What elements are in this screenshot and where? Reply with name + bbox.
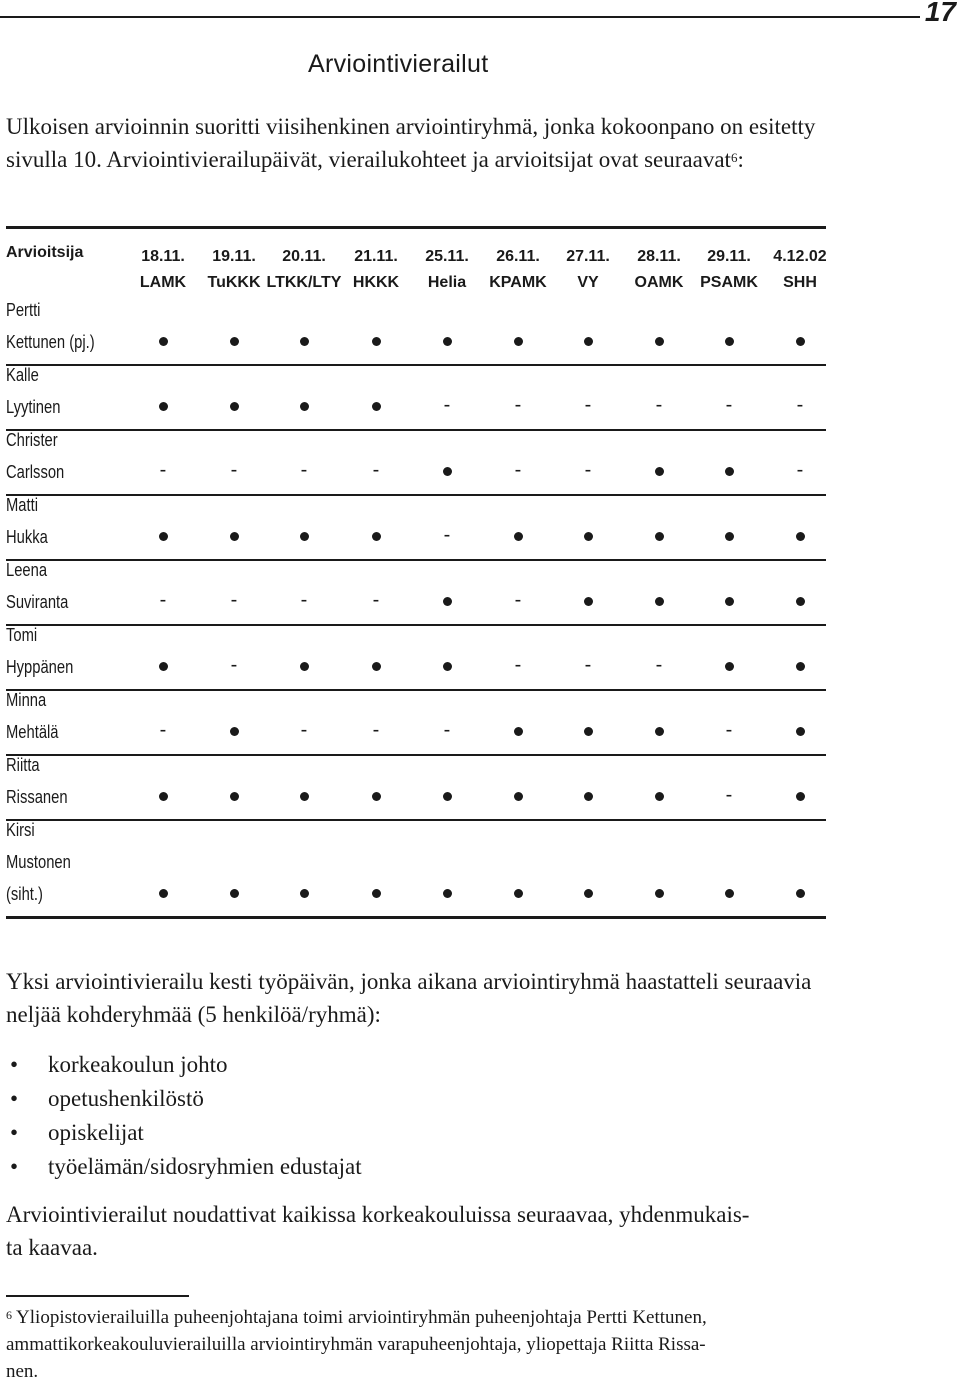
attended-dot-icon (366, 655, 386, 675)
not-attended-dash: - (655, 654, 663, 676)
not-attended-dash: - (514, 459, 522, 481)
not-attended-dash: - (584, 654, 592, 676)
list-item-text: korkeakoulun johto (48, 1052, 228, 1077)
attended-dot-icon (153, 395, 173, 415)
evaluator-name-line: Mehtälä (6, 722, 59, 742)
attended-dot-icon (294, 395, 314, 415)
attended-dot-icon (790, 525, 810, 545)
attended-dot-icon (508, 720, 528, 740)
attended-dot-icon (366, 330, 386, 350)
evaluator-name-line: Minna (6, 690, 47, 710)
attended-dot-icon (224, 330, 244, 350)
table-row (6, 626, 826, 691)
not-attended-dash: - (230, 654, 238, 676)
column-site: PSAMK (700, 274, 758, 291)
attended-dot-icon (153, 655, 173, 675)
attended-dot-icon (366, 395, 386, 415)
column-date: 25.11. (425, 248, 469, 265)
attended-dot-icon (294, 882, 314, 902)
table-row (6, 496, 826, 561)
footnote-line: ammattikorkeakouluvierailuilla arviointiryhmän varapuheenjohtaja, yliopettaja Riitta Rissa- (6, 1334, 706, 1355)
column-header (760, 244, 840, 296)
attended-dot-icon (719, 655, 739, 675)
bullet-icon: • (10, 1154, 19, 1179)
column-site: OAMK (634, 274, 684, 291)
table-row (6, 756, 826, 821)
not-attended-dash: - (159, 589, 167, 611)
attended-dot-icon (578, 720, 598, 740)
attended-dot-icon (508, 330, 528, 350)
intro-text: Ulkoisen arvioinnin suoritti viisihenkinen arviointiryhmä, jonka kokoonpano on esitetty sivulla 10. Arviointivierailupäivät, vierailukohteet ja arvioitsijat ovat seuraavat (6, 114, 816, 172)
not-attended-dash: - (584, 459, 592, 481)
list-item-text: opetushenkilöstö (48, 1086, 204, 1111)
table-body (6, 301, 826, 919)
evaluator-name (6, 814, 71, 910)
target-group-list (6, 1048, 362, 1184)
attended-dot-icon (578, 525, 598, 545)
table-row (6, 691, 826, 756)
column-header (548, 244, 628, 296)
column-header (407, 244, 487, 296)
column-site: TuKKK (207, 274, 261, 291)
not-attended-dash: - (796, 459, 804, 481)
attended-dot-icon (437, 330, 457, 350)
attended-dot-icon (649, 460, 669, 480)
attended-dot-icon (578, 785, 598, 805)
attended-dot-icon (719, 525, 739, 545)
list-item (6, 1150, 362, 1184)
attended-dot-icon (294, 330, 314, 350)
page-number: 17 (924, 0, 956, 27)
footnote-reference[interactable]: 6 (730, 150, 738, 165)
attended-dot-icon (649, 720, 669, 740)
intro-paragraph (6, 110, 836, 176)
evaluator-name (6, 554, 68, 618)
footnote-rule (6, 1295, 189, 1297)
column-site: VY (577, 274, 599, 291)
evaluation-schedule-table (6, 226, 826, 919)
attended-dot-icon (366, 785, 386, 805)
attended-dot-icon (578, 882, 598, 902)
not-attended-dash: - (230, 459, 238, 481)
evaluator-name-line: (siht.) (6, 884, 43, 904)
column-site: SHH (783, 274, 817, 291)
list-item (6, 1048, 362, 1082)
attended-dot-icon (649, 785, 669, 805)
attended-dot-icon (578, 590, 598, 610)
column-date: 19.11. (212, 248, 256, 265)
attended-dot-icon (719, 882, 739, 902)
column-header (689, 244, 769, 296)
evaluator-name (6, 619, 73, 683)
attended-dot-icon (437, 785, 457, 805)
not-attended-dash: - (300, 459, 308, 481)
not-attended-dash: - (372, 589, 380, 611)
attended-dot-icon (719, 460, 739, 480)
intro-text-end: : (737, 147, 744, 172)
not-attended-dash: - (655, 394, 663, 416)
attended-dot-icon (719, 590, 739, 610)
attended-dot-icon (790, 590, 810, 610)
not-attended-dash: - (443, 394, 451, 416)
evaluator-name-line: Lyytinen (6, 397, 61, 417)
evaluator-name-line: Kirsi (6, 820, 35, 840)
list-item-text: opiskelijat (48, 1120, 144, 1145)
table-header (6, 229, 826, 301)
attended-dot-icon (294, 525, 314, 545)
paragraph-interview-groups: Yksi arviointivierailu kesti työpäivän, jonka aikana arviointiryhmä haastatteli seuraavia neljää kohderyhmää (5 henkilöä/ryhmä): (6, 969, 812, 1027)
table-row (6, 301, 826, 366)
evaluator-name-line: Riitta (6, 755, 40, 775)
attended-dot-icon (790, 720, 810, 740)
not-attended-dash: - (514, 589, 522, 611)
bullet-icon: • (10, 1086, 19, 1111)
evaluator-name-line: Kalle (6, 365, 39, 385)
attended-dot-icon (649, 330, 669, 350)
column-site: LTKK/LTY (266, 274, 342, 291)
attended-dot-icon (224, 525, 244, 545)
column-header (264, 244, 344, 296)
evaluator-name (6, 424, 64, 488)
column-date: 27.11. (566, 248, 610, 265)
column-site: HKKK (352, 274, 400, 291)
column-date: 4.12.02 (773, 248, 827, 265)
attended-dot-icon (224, 720, 244, 740)
column-date: 18.11. (141, 248, 185, 265)
evaluator-name-line: Matti (6, 495, 38, 515)
attended-dot-icon (224, 882, 244, 902)
not-attended-dash: - (300, 589, 308, 611)
evaluator-name (6, 489, 48, 553)
column-site: LAMK (139, 274, 187, 291)
evaluator-name-line: Mustonen (6, 852, 71, 872)
attended-dot-icon (366, 525, 386, 545)
list-item-text: työelämän/sidosryhmien edustajat (48, 1154, 362, 1179)
column-header (478, 244, 558, 296)
list-item (6, 1082, 362, 1116)
not-attended-dash: - (443, 719, 451, 741)
evaluator-name (6, 294, 95, 358)
column-site: KPAMK (489, 274, 547, 291)
column-date: 21.11. (354, 248, 398, 265)
column-site: Helia (427, 274, 467, 291)
attended-dot-icon (437, 460, 457, 480)
top-rule (0, 16, 920, 18)
header-evaluator-label: Arvioitsija (6, 244, 84, 261)
bullet-icon: • (10, 1052, 19, 1077)
attended-dot-icon (649, 590, 669, 610)
evaluator-name-line: Rissanen (6, 787, 68, 807)
not-attended-dash: - (230, 589, 238, 611)
attended-dot-icon (508, 525, 528, 545)
column-date: 26.11. (496, 248, 540, 265)
attended-dot-icon (790, 330, 810, 350)
not-attended-dash: - (372, 719, 380, 741)
not-attended-dash: - (159, 459, 167, 481)
attended-dot-icon (153, 785, 173, 805)
attended-dot-icon (153, 525, 173, 545)
not-attended-dash: - (725, 784, 733, 806)
evaluator-name-line: Suviranta (6, 592, 69, 612)
attended-dot-icon (508, 785, 528, 805)
attended-dot-icon (719, 330, 739, 350)
not-attended-dash: - (443, 524, 451, 546)
attended-dot-icon (294, 785, 314, 805)
attended-dot-icon (437, 590, 457, 610)
attended-dot-icon (649, 525, 669, 545)
column-header (194, 244, 274, 296)
attended-dot-icon (508, 882, 528, 902)
not-attended-dash: - (584, 394, 592, 416)
column-header (619, 244, 699, 296)
not-attended-dash: - (300, 719, 308, 741)
evaluator-name (6, 684, 59, 748)
attended-dot-icon (224, 785, 244, 805)
not-attended-dash: - (159, 719, 167, 741)
evaluator-name-line: Hukka (6, 527, 48, 547)
column-date: 28.11. (637, 248, 681, 265)
attended-dot-icon (790, 785, 810, 805)
footnote-number: 6 (6, 1308, 12, 1322)
table-row (6, 431, 826, 496)
bullet-icon: • (10, 1120, 19, 1145)
evaluator-name (6, 359, 60, 423)
not-attended-dash: - (514, 654, 522, 676)
attended-dot-icon (790, 882, 810, 902)
evaluator-name (6, 749, 68, 813)
not-attended-dash: - (796, 394, 804, 416)
section-title: Arviointivierailut (308, 50, 489, 78)
footnote (6, 1304, 836, 1385)
list-item (6, 1116, 362, 1150)
column-header (336, 244, 416, 296)
not-attended-dash: - (514, 394, 522, 416)
evaluator-name-line: Christer (6, 430, 58, 450)
table-row (6, 561, 826, 626)
attended-dot-icon (578, 330, 598, 350)
attended-dot-icon (649, 882, 669, 902)
evaluator-name-line: Pertti (6, 300, 41, 320)
paragraph-uniform-pattern (6, 1198, 836, 1264)
paragraph-line: Arviointivierailut noudattivat kaikissa korkeakouluissa seuraavaa, yhdenmukais- (6, 1202, 750, 1227)
footnote-line: $^6$ Yliopistovierailuilla puheenjohtajana toimi arviointiryhmän puheenjohtaja Pertti Kettunen, (6, 1307, 707, 1328)
table-row (6, 821, 826, 919)
attended-dot-icon (437, 655, 457, 675)
evaluator-name-line: Hyppänen (6, 657, 74, 677)
attended-dot-icon (790, 655, 810, 675)
table-row (6, 366, 826, 431)
attended-dot-icon (294, 655, 314, 675)
attended-dot-icon (153, 330, 173, 350)
column-header (123, 244, 203, 296)
attended-dot-icon (437, 882, 457, 902)
not-attended-dash: - (725, 394, 733, 416)
footnote-line: nen. (6, 1361, 39, 1382)
attended-dot-icon (153, 882, 173, 902)
evaluator-name-line: Kettunen (pj.) (6, 332, 95, 352)
attended-dot-icon (366, 882, 386, 902)
attended-dot-icon (224, 395, 244, 415)
evaluator-name-line: Carlsson (6, 462, 65, 482)
not-attended-dash: - (372, 459, 380, 481)
column-date: 29.11. (707, 248, 751, 265)
not-attended-dash: - (725, 719, 733, 741)
evaluator-name-line: Tomi (6, 625, 38, 645)
evaluator-name-line: Leena (6, 560, 48, 580)
column-date: 20.11. (282, 248, 326, 265)
paragraph-line: ta kaavaa. (6, 1235, 98, 1260)
